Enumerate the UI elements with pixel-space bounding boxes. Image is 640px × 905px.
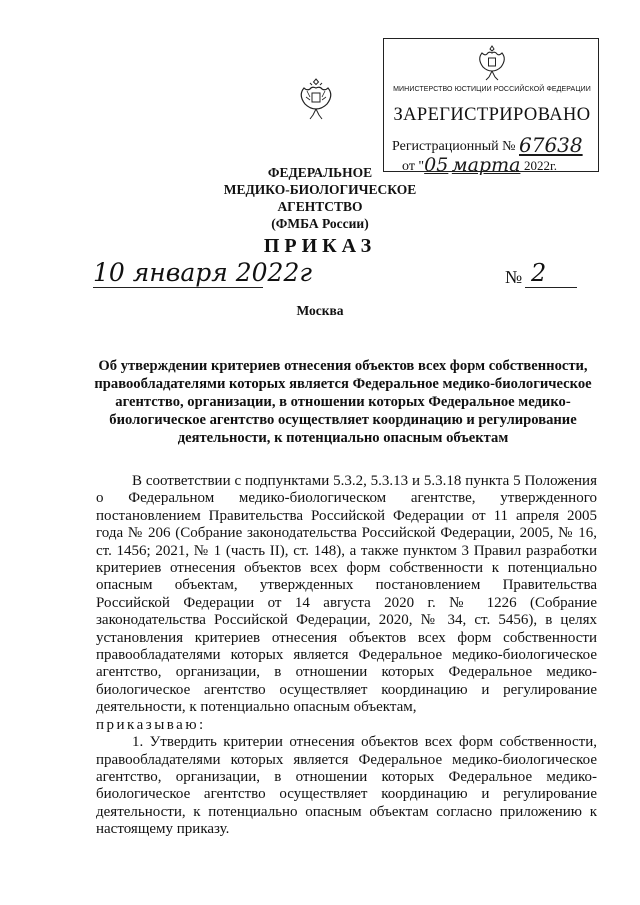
body-paragraph-2: 1. Утвердить критерии отнесения объектов всех форм собственности, правообладателями которых является Федеральное медико-биологическое агентство, организации, в отношении которых Федеральное медико-биологическое агентство осуществляет координацию и регулирование деятельности, к потенциально опасным объектам согласно приложению к настоящему приказу. xyxy=(96,734,597,838)
agency-line-1: ФЕДЕРАЛЬНОЕ xyxy=(267,165,373,180)
state-emblem-icon xyxy=(298,77,334,121)
registration-number-label: Регистрационный № xyxy=(392,139,516,154)
document-heading: Об утверждении критериев отнесения объектов всех форм собственности, правообладателями которых является Федеральное медико-биологическое агентство, организации, в отношении которых Федеральное медико-биологическое агентство осуществляет координацию и регулирование деятельности, к потенциально опасным объектам xyxy=(94,358,592,446)
document-body xyxy=(96,473,597,839)
coat-of-arms-icon xyxy=(476,43,508,83)
ministry-label: МИНИСТЕРСТВО ЮСТИЦИИ РОССИЙСКОЙ ФЕДЕРАЦИИ xyxy=(393,86,591,93)
order-number-label: № xyxy=(505,267,523,287)
order-word: приказываю: xyxy=(96,716,206,733)
order-title: ПРИКАЗ xyxy=(263,235,377,257)
order-date-underline xyxy=(93,287,263,288)
agency-name xyxy=(180,164,460,232)
city: Москва xyxy=(296,303,344,318)
registration-day: 05 xyxy=(424,154,449,176)
agency-line-2: МЕДИКО-БИОЛОГИЧЕСКОЕ АГЕНТСТВО xyxy=(223,182,417,214)
registration-month: марта xyxy=(451,154,521,176)
body-paragraph-1: В соответствии с подпунктами 5.3.2, 5.3.13 и 5.3.18 пункта 5 Положения о Федеральном медико-биологическом агентстве, утвержденного постановлением Правительства Российской Федерации от 11 апреля 2005 года № 206 (Собрание законодательства Российской Федерации, 2005, № 16, ст. 1456; 2021, № 1 (часть II), ст. 148), а также пунктом 3 Правил разработки критериев отнесения объектов всех форм собственности к потенциально опасным объектам, утвержденных постановлением Правительства Российской Федерации от 14 августа 2020 г. № 1226 (Собрание законодательства Российской Федерации, 2020, № 34, ст. 5456), в целях установления критериев отнесения объектов всех форм собственности правообладателями которых является Федеральное медико-биологическое агентство, организации, в отношении которых Федеральное медико-биологическое агентство осуществляет координацию и регулирование деятельности, к потенциально опасным объектам, xyxy=(96,473,597,716)
date-prefix: от " xyxy=(402,159,425,174)
registration-number: 67638 xyxy=(519,133,583,157)
order-number-underline xyxy=(525,287,577,288)
registration-stamp xyxy=(383,38,599,176)
agency-line-3: (ФМБА России) xyxy=(271,216,369,231)
order-date: 10 января 2022г xyxy=(93,258,312,287)
registered-label: ЗАРЕГИСТРИРОВАНО xyxy=(393,105,591,125)
order-number: 2 xyxy=(531,259,547,287)
registration-line xyxy=(392,131,583,155)
registration-year: 2022г. xyxy=(523,158,558,173)
